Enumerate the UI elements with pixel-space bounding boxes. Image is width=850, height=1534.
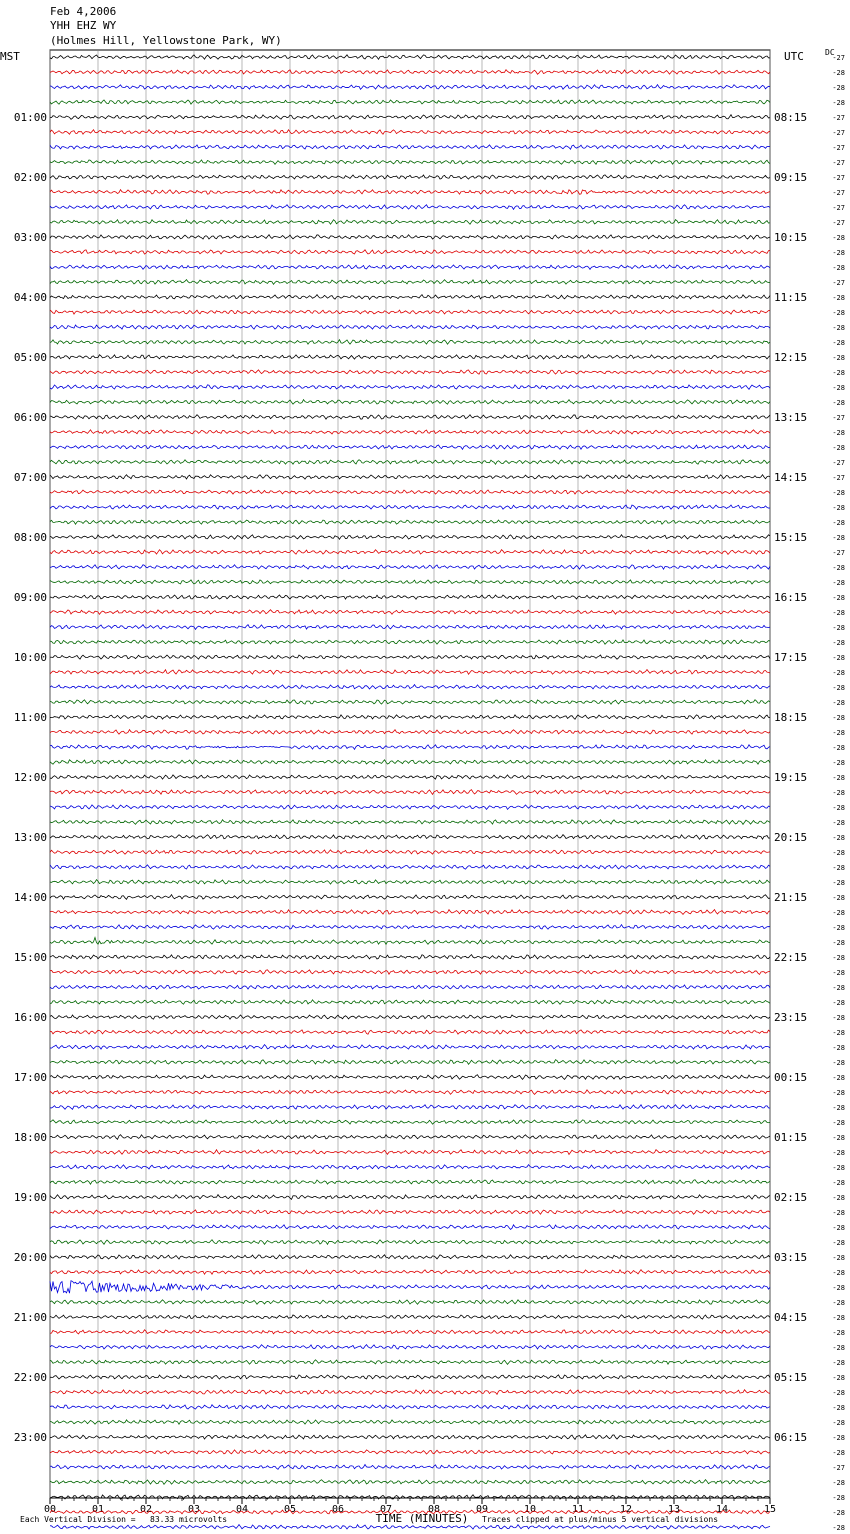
- dc-offset-label: -28: [832, 309, 845, 317]
- seismic-trace: [50, 1345, 770, 1349]
- seismic-trace: [50, 415, 770, 419]
- dc-offset-label: -28: [832, 1419, 845, 1427]
- x-tick-label: 00: [43, 1504, 57, 1515]
- seismic-trace: [50, 730, 770, 735]
- dc-offset-label: -28: [832, 1119, 845, 1127]
- right-hour-label: 23:15: [774, 1011, 808, 1024]
- left-hour-label: 21:00: [13, 1311, 47, 1324]
- seismic-trace: [50, 550, 770, 555]
- right-hour-label: 06:15: [774, 1431, 808, 1444]
- right-hour-label: 08:15: [774, 111, 808, 124]
- dc-offset-label: -28: [832, 1404, 845, 1412]
- dc-offset-label: -28: [832, 234, 845, 242]
- dc-offset-label: -28: [832, 1284, 845, 1292]
- dc-offset-label: -28: [832, 819, 845, 827]
- dc-offset-label: -28: [832, 1194, 845, 1202]
- dc-offset-label: -27: [832, 414, 845, 422]
- seismic-trace: [50, 340, 770, 345]
- dc-offset-label: -28: [832, 744, 845, 752]
- seismic-trace: [50, 1330, 770, 1334]
- left-hour-label: 02:00: [13, 171, 47, 184]
- seismic-trace: [50, 1180, 770, 1184]
- dc-offset-label: -27: [832, 549, 845, 557]
- dc-offset-label: -28: [832, 909, 845, 917]
- dc-offset-label: -28: [832, 1254, 845, 1262]
- seismic-trace: [50, 910, 770, 915]
- dc-offset-label: -27: [832, 459, 845, 467]
- seismic-trace: [50, 835, 770, 840]
- left-timezone-label: MST: [0, 50, 20, 63]
- right-hour-label: 18:15: [774, 711, 808, 724]
- right-hour-label: 10:15: [774, 231, 808, 244]
- seismic-trace: [50, 1240, 770, 1245]
- dc-offset-label: -27: [832, 204, 845, 212]
- dc-offset-label: -28: [832, 684, 845, 692]
- dc-offset-label: -28: [832, 609, 845, 617]
- left-hour-label: 11:00: [13, 711, 47, 724]
- seismic-trace: [50, 640, 770, 644]
- right-hour-label: 15:15: [774, 531, 808, 544]
- dc-offset-label: -28: [832, 1524, 845, 1532]
- dc-offset-label: -28: [832, 894, 845, 902]
- dc-offset-label: -28: [832, 669, 845, 677]
- dc-offset-label: -28: [832, 1044, 845, 1052]
- seismic-trace: [50, 820, 770, 825]
- seismic-trace: [50, 1360, 770, 1365]
- left-hour-label: 22:00: [13, 1371, 47, 1384]
- seismic-trace: [50, 55, 770, 59]
- seismic-trace: [50, 490, 770, 494]
- dc-offset-label: -28: [832, 1494, 845, 1502]
- right-hour-label: 11:15: [774, 291, 808, 304]
- dc-offset-label: -28: [832, 324, 845, 332]
- dc-offset-label: -28: [832, 1509, 845, 1517]
- seismic-trace: [50, 1405, 770, 1409]
- seismic-trace: [50, 805, 770, 810]
- dc-offset-label: -27: [832, 54, 845, 62]
- seismic-trace: [50, 475, 770, 479]
- right-hour-label: 13:15: [774, 411, 808, 424]
- seismic-trace: [50, 865, 770, 869]
- dc-offset-label: -27: [832, 129, 845, 137]
- dc-offset-label: -28: [832, 1344, 845, 1352]
- dc-offset-label: -28: [832, 1299, 845, 1307]
- dc-offset-label: -28: [832, 84, 845, 92]
- right-hour-label: 02:15: [774, 1191, 808, 1204]
- seismic-trace: [50, 1525, 770, 1530]
- right-hour-label: 05:15: [774, 1371, 808, 1384]
- seismic-trace: [50, 235, 770, 239]
- seismic-trace: [50, 1225, 770, 1230]
- seismic-trace: [50, 1390, 770, 1395]
- seismic-trace: [50, 625, 770, 630]
- x-axis-label: TIME (MINUTES): [375, 1512, 469, 1525]
- seismic-trace: [50, 1015, 770, 1019]
- dc-offset-label: -28: [832, 1374, 845, 1382]
- seismic-trace: [50, 520, 770, 524]
- seismic-trace: [50, 1120, 770, 1124]
- seismic-trace: [50, 745, 770, 750]
- left-hour-label: 01:00: [13, 111, 47, 124]
- x-tick-label: 13: [667, 1504, 681, 1515]
- seismic-trace: [50, 1135, 770, 1140]
- dc-offset-label: -28: [832, 294, 845, 302]
- dc-offset-label: -28: [832, 444, 845, 452]
- left-hour-label: 23:00: [13, 1431, 47, 1444]
- seismic-trace: [50, 895, 770, 900]
- dc-offset-label: -28: [832, 264, 845, 272]
- left-hour-label: 06:00: [13, 411, 47, 424]
- left-hour-label: 17:00: [13, 1071, 47, 1084]
- dc-offset-label: -28: [832, 939, 845, 947]
- seismic-trace: [50, 1000, 770, 1004]
- right-hour-label: 04:15: [774, 1311, 808, 1324]
- dc-offset-label: -28: [832, 1074, 845, 1082]
- seismic-trace: [50, 295, 770, 300]
- seismic-trace: [50, 325, 770, 329]
- seismic-trace: [50, 715, 770, 719]
- left-hour-label: 14:00: [13, 891, 47, 904]
- seismic-trace: [50, 1465, 770, 1470]
- x-tick-label: 06: [331, 1504, 345, 1515]
- dc-offset-label: -28: [832, 369, 845, 377]
- dc-offset-label: -28: [832, 99, 845, 107]
- dc-offset-label: -27: [832, 159, 845, 167]
- x-tick-label: 03: [187, 1504, 201, 1515]
- dc-offset-label: -28: [832, 804, 845, 812]
- seismic-trace: [50, 100, 770, 104]
- dc-offset-label: -28: [832, 849, 845, 857]
- seismic-trace: [50, 505, 770, 509]
- x-tick-label: 14: [715, 1504, 729, 1515]
- dc-offset-label: -28: [832, 1449, 845, 1457]
- seismic-trace: [50, 70, 770, 75]
- dc-offset-label: -28: [832, 1089, 845, 1097]
- left-hour-label: 20:00: [13, 1251, 47, 1264]
- seismic-trace: [50, 790, 770, 795]
- dc-offset-label: -27: [832, 1464, 845, 1472]
- seismic-trace: [50, 1060, 770, 1065]
- seismic-trace: [50, 1480, 770, 1485]
- seismic-trace: [50, 1165, 770, 1170]
- dc-offset-label: -28: [832, 864, 845, 872]
- dc-offset-label: -27: [832, 189, 845, 197]
- seismic-trace: [50, 595, 770, 599]
- left-hour-label: 13:00: [13, 831, 47, 844]
- right-hour-label: 21:15: [774, 891, 808, 904]
- dc-offset-label: -28: [832, 999, 845, 1007]
- dc-offset-label: -27: [832, 114, 845, 122]
- dc-offset-label: -28: [832, 489, 845, 497]
- seismic-trace: [50, 1375, 770, 1379]
- right-hour-label: 22:15: [774, 951, 808, 964]
- x-tick-label: 10: [523, 1504, 537, 1515]
- seismic-trace: [50, 985, 770, 989]
- seismic-trace: [50, 1075, 770, 1080]
- dc-offset-label: -28: [832, 1104, 845, 1112]
- seismic-trace: [50, 565, 770, 569]
- dc-offset-label: -28: [832, 564, 845, 572]
- x-tick-label: 01: [91, 1504, 105, 1515]
- scale-note: Each Vertical Division = 83.33 microvolts: [20, 1515, 228, 1524]
- seismic-trace: [50, 355, 770, 359]
- seismic-trace: [50, 610, 770, 615]
- seismic-trace: [50, 190, 770, 195]
- seismic-trace: [50, 145, 770, 149]
- seismic-trace: [50, 670, 770, 675]
- seismic-trace: [50, 775, 770, 779]
- dc-offset-label: -28: [832, 1479, 845, 1487]
- seismic-trace: [50, 370, 770, 374]
- dc-offset-label: -28: [832, 834, 845, 842]
- dc-offset-label: -28: [832, 729, 845, 737]
- dc-offset-label: -28: [832, 69, 845, 77]
- dc-offset-label: -28: [832, 759, 845, 767]
- seismic-trace: [50, 85, 770, 90]
- dc-offset-label: -27: [832, 279, 845, 287]
- dc-offset-label: -28: [832, 1149, 845, 1157]
- left-hour-label: 03:00: [13, 231, 47, 244]
- seismic-trace: [50, 1105, 770, 1110]
- seismic-trace: [50, 1450, 770, 1455]
- dc-offset-label: -28: [832, 429, 845, 437]
- left-hour-label: 16:00: [13, 1011, 47, 1024]
- x-tick-label: 05: [283, 1504, 297, 1515]
- dc-offset-label: -28: [832, 774, 845, 782]
- plot-date: Feb 4,2006: [50, 5, 117, 18]
- station-location: (Holmes Hill, Yellowstone Park, WY): [50, 34, 282, 47]
- dc-offset-label: -28: [832, 1134, 845, 1142]
- dc-offset-label: -28: [832, 504, 845, 512]
- dc-offset-label: -28: [832, 984, 845, 992]
- seismic-trace: [50, 1210, 770, 1214]
- x-tick-label: 02: [139, 1504, 153, 1515]
- dc-offset-label: -28: [832, 639, 845, 647]
- right-hour-label: 00:15: [774, 1071, 808, 1084]
- seismic-trace: [50, 1420, 770, 1424]
- seismic-trace: [50, 205, 770, 210]
- left-hour-label: 12:00: [13, 771, 47, 784]
- seismic-trace: [50, 955, 770, 960]
- dc-offset-label: -28: [832, 1434, 845, 1442]
- left-hour-label: 08:00: [13, 531, 47, 544]
- seismic-trace: [50, 1281, 770, 1293]
- dc-offset-label: -28: [832, 384, 845, 392]
- seismic-trace: [50, 1300, 770, 1304]
- seismic-trace: [50, 250, 770, 254]
- dc-offset-label: -27: [832, 174, 845, 182]
- seismic-trace: [50, 1195, 770, 1200]
- right-hour-label: 20:15: [774, 831, 808, 844]
- seismic-trace: [50, 160, 770, 164]
- right-hour-label: 16:15: [774, 591, 808, 604]
- right-hour-label: 12:15: [774, 351, 808, 364]
- seismic-trace: [50, 700, 770, 704]
- left-hour-label: 18:00: [13, 1131, 47, 1144]
- dc-offset-label: -28: [832, 789, 845, 797]
- left-hour-label: 05:00: [13, 351, 47, 364]
- station-code: YHH EHZ WY: [50, 19, 117, 32]
- x-tick-label: 07: [379, 1504, 393, 1515]
- right-hour-label: 01:15: [774, 1131, 808, 1144]
- right-hour-label: 03:15: [774, 1251, 808, 1264]
- dc-offset-label: -28: [832, 354, 845, 362]
- dc-offset-label: -28: [832, 594, 845, 602]
- left-hour-label: 07:00: [13, 471, 47, 484]
- right-hour-label: 14:15: [774, 471, 808, 484]
- seismic-trace: [50, 220, 770, 225]
- dc-offset-label: -27: [832, 219, 845, 227]
- seismic-trace: [50, 937, 770, 944]
- dc-offset-label: -28: [832, 1029, 845, 1037]
- x-tick-label: 12: [619, 1504, 633, 1515]
- seismic-trace: [50, 1150, 770, 1155]
- left-hour-label: 04:00: [13, 291, 47, 304]
- seismic-trace: [50, 1090, 770, 1095]
- seismic-trace: [50, 760, 770, 764]
- seismic-trace: [50, 685, 770, 690]
- dc-offset-label: -28: [832, 1209, 845, 1217]
- dc-offset-label: -28: [832, 534, 845, 542]
- right-hour-label: 09:15: [774, 171, 808, 184]
- x-tick-label: 08: [427, 1504, 441, 1515]
- seismic-trace: [50, 400, 770, 405]
- x-tick-label: 11: [571, 1504, 585, 1515]
- dc-offset-label: -28: [832, 1059, 845, 1067]
- dc-offset-label: -28: [832, 399, 845, 407]
- dc-offset-label: -28: [832, 249, 845, 257]
- dc-offset-header: DC: [825, 48, 835, 57]
- dc-offset-label: -28: [832, 579, 845, 587]
- dc-offset-label: -28: [832, 339, 845, 347]
- seismic-trace: [50, 385, 770, 389]
- seismic-trace: [50, 265, 770, 269]
- dc-offset-label: -27: [832, 474, 845, 482]
- seismic-trace: [50, 1315, 770, 1319]
- dc-offset-label: -28: [832, 714, 845, 722]
- seismic-trace: [50, 1270, 770, 1275]
- seismic-trace: [50, 115, 770, 120]
- left-hour-label: 15:00: [13, 951, 47, 964]
- dc-offset-label: -28: [832, 519, 845, 527]
- dc-offset-label: -27: [832, 144, 845, 152]
- dc-offset-label: -28: [832, 1239, 845, 1247]
- dc-offset-label: -28: [832, 1329, 845, 1337]
- seismic-trace: [50, 1030, 770, 1034]
- right-hour-label: 19:15: [774, 771, 808, 784]
- seismic-trace: [50, 430, 770, 434]
- left-hour-label: 19:00: [13, 1191, 47, 1204]
- x-tick-label: 04: [235, 1504, 249, 1515]
- seismic-trace: [50, 1255, 770, 1259]
- left-hour-label: 10:00: [13, 651, 47, 664]
- dc-offset-label: -28: [832, 969, 845, 977]
- dc-offset-label: -28: [832, 1359, 845, 1367]
- right-timezone-label: UTC: [784, 50, 804, 63]
- seismic-trace: [50, 1435, 770, 1440]
- seismic-trace: [50, 310, 770, 314]
- dc-offset-label: -28: [832, 624, 845, 632]
- x-tick-label: 15: [763, 1504, 777, 1515]
- seismic-trace: [50, 460, 770, 465]
- right-hour-label: 17:15: [774, 651, 808, 664]
- dc-offset-label: -28: [832, 1314, 845, 1322]
- dc-offset-label: -28: [832, 654, 845, 662]
- dc-offset-label: -28: [832, 879, 845, 887]
- left-hour-label: 09:00: [13, 591, 47, 604]
- seismic-trace: [50, 130, 770, 135]
- x-tick-label: 09: [475, 1504, 489, 1515]
- dc-offset-label: -28: [832, 1224, 845, 1232]
- dc-offset-label: -28: [832, 954, 845, 962]
- seismic-trace: [50, 445, 770, 449]
- dc-offset-label: -28: [832, 1014, 845, 1022]
- seismic-trace: [50, 535, 770, 540]
- seismic-trace: [50, 925, 770, 930]
- seismic-trace: [50, 655, 770, 659]
- seismic-trace: [50, 970, 770, 975]
- dc-offset-label: -28: [832, 1389, 845, 1397]
- dc-offset-label: -28: [832, 1164, 845, 1172]
- seismic-trace: [50, 850, 770, 854]
- seismic-trace: [50, 280, 770, 285]
- dc-offset-label: -28: [832, 1179, 845, 1187]
- clip-note: Traces clipped at plus/minus 5 vertical divisions: [482, 1515, 719, 1524]
- seismic-trace: [50, 175, 770, 179]
- seismic-trace: [50, 880, 770, 884]
- seismic-trace: [50, 1045, 770, 1050]
- seismic-trace: [50, 580, 770, 584]
- dc-offset-label: -28: [832, 924, 845, 932]
- dc-offset-label: -28: [832, 1269, 845, 1277]
- dc-offset-label: -28: [832, 699, 845, 707]
